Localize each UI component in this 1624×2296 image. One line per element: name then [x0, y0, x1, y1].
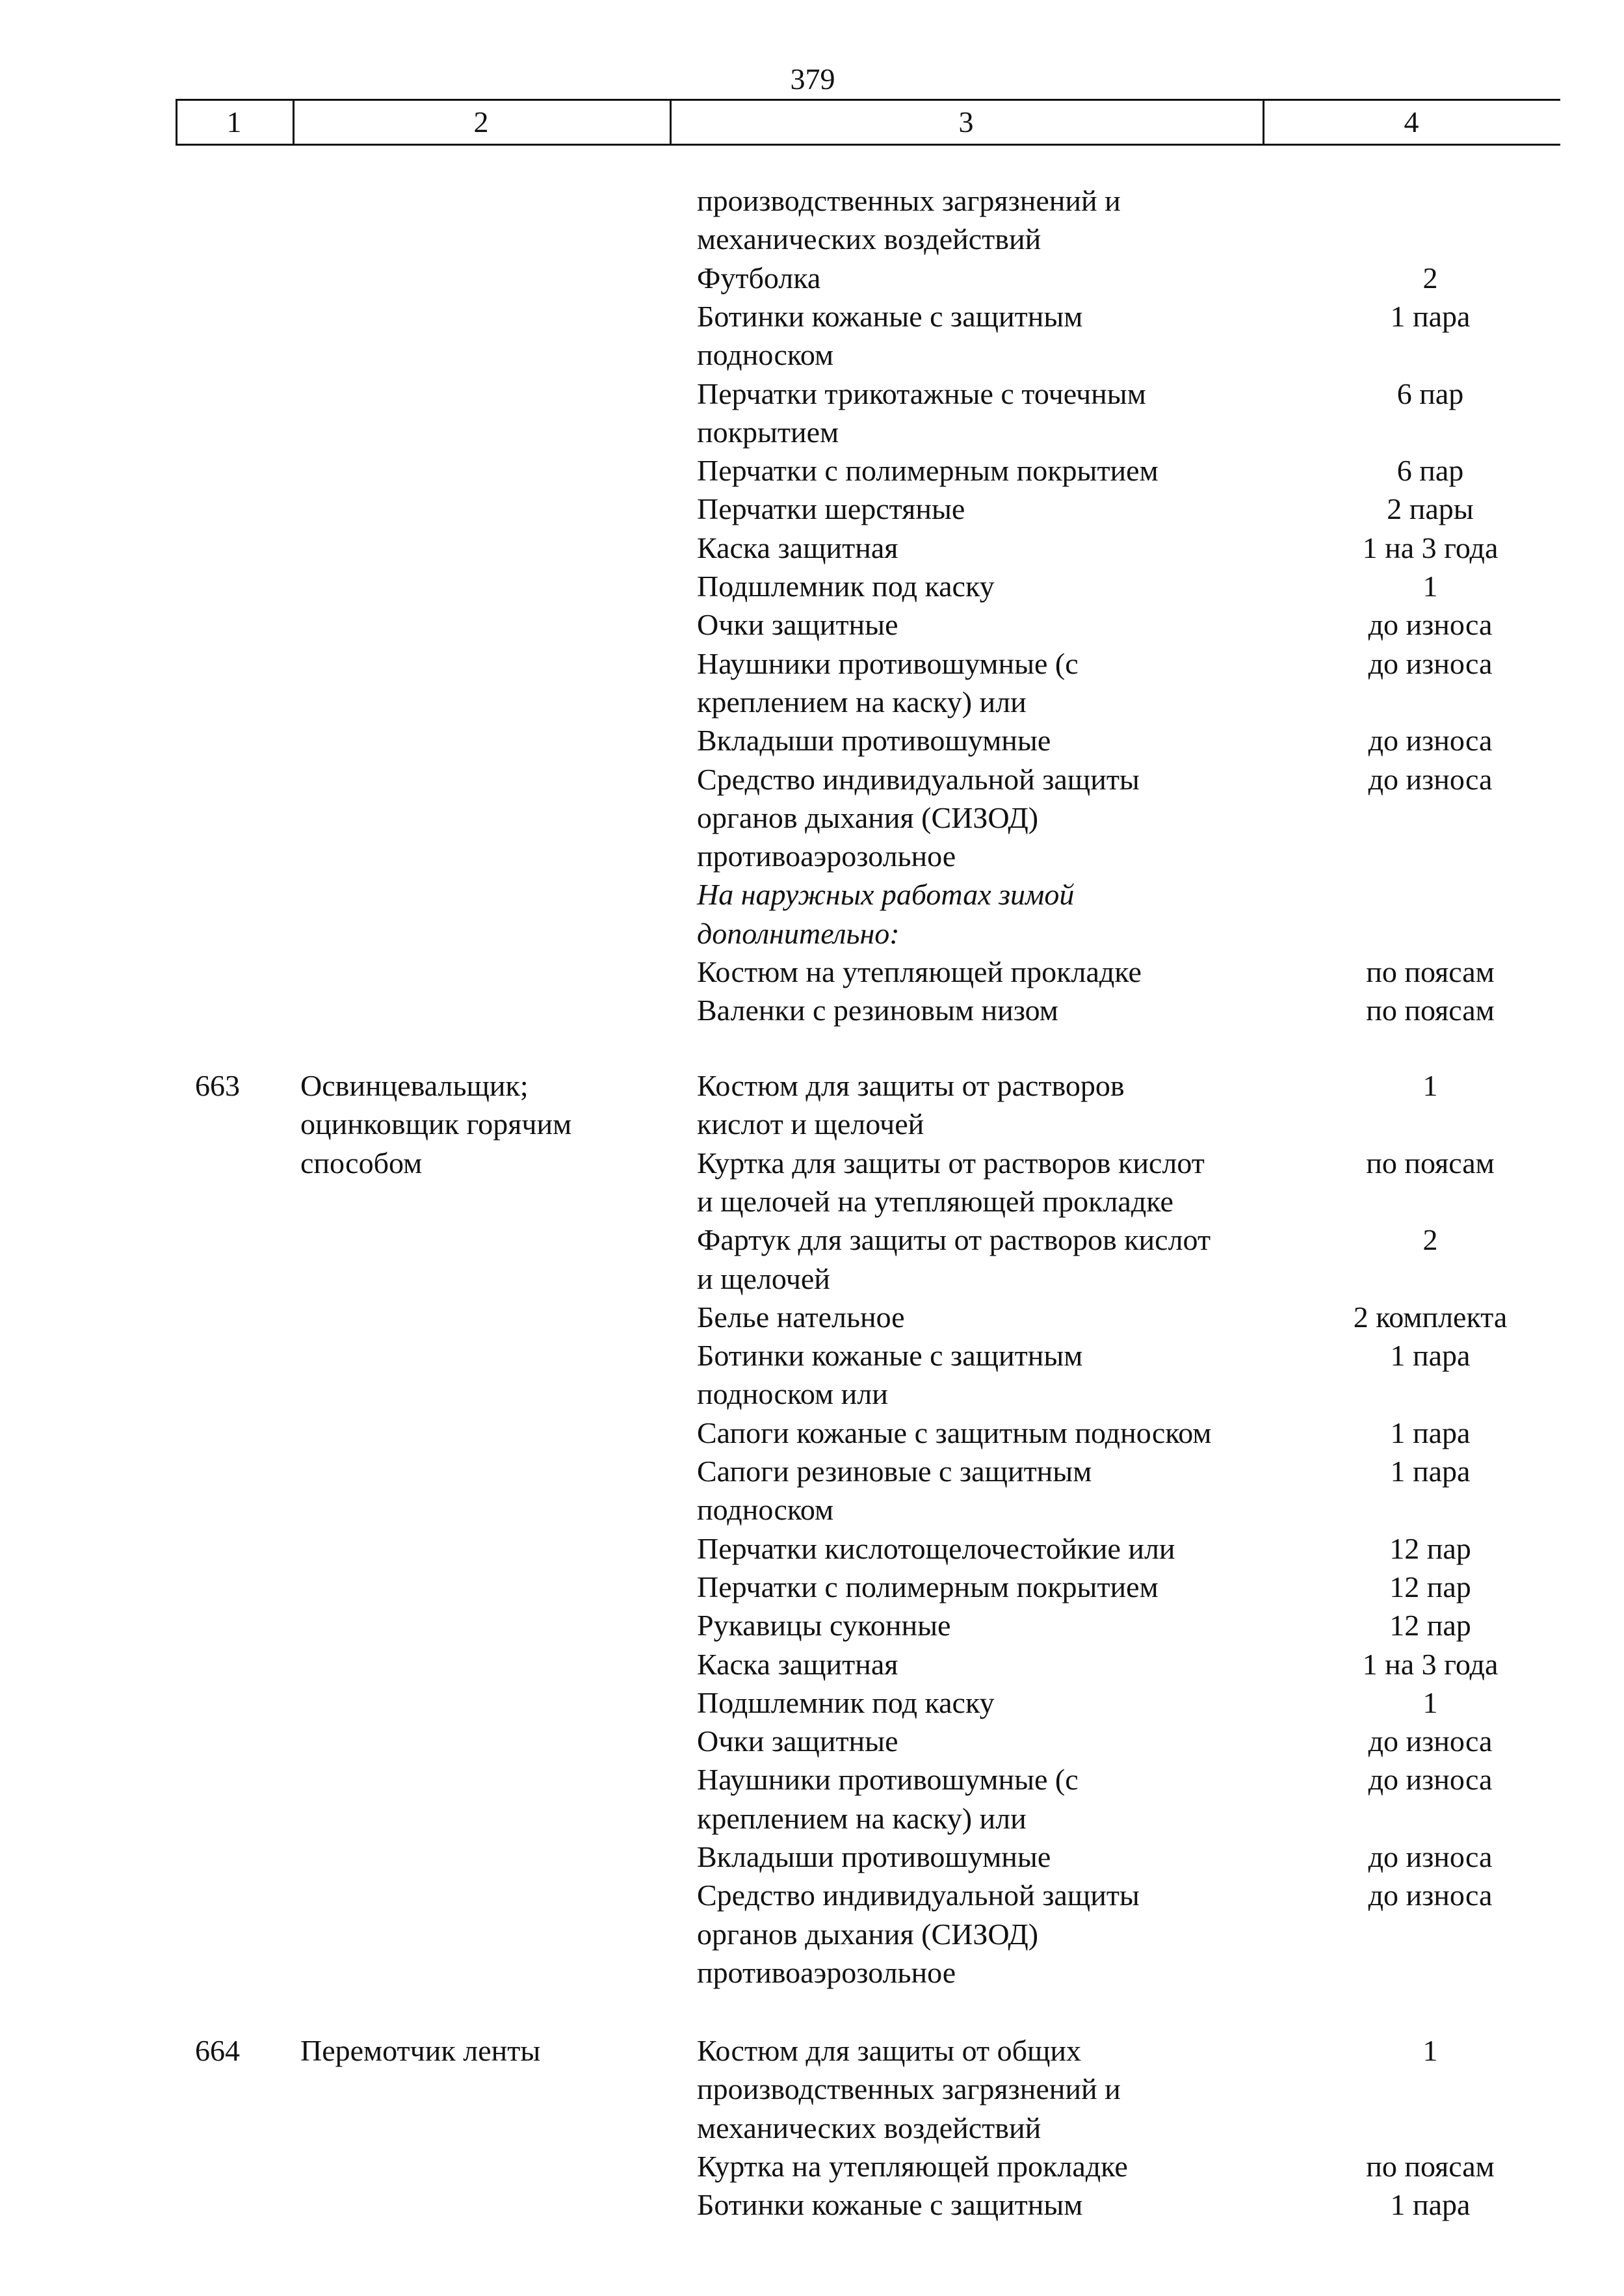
ppe-item-quantity: по поясам — [1366, 955, 1495, 988]
ppe-item-text: Куртка для защиты от растворов кислот — [697, 1146, 1205, 1180]
ppe-item-text: Подшлемник под каску — [697, 570, 995, 603]
ppe-item-text: Фартук для защиты от растворов кислот — [697, 1223, 1211, 1257]
header-col-4: 4 — [1404, 105, 1419, 139]
ppe-item-text: креплением на каску) или — [697, 1801, 1027, 1835]
ppe-item-text: Перчатки трикотажные с точечным — [697, 376, 1146, 410]
ppe-item-text: Очки защитные — [697, 608, 898, 642]
ppe-item-text: Перчатки шерстяные — [697, 492, 965, 526]
ppe-item-text: Ботинки кожаные с защитным — [697, 1339, 1083, 1373]
ppe-item-text: Перчатки с полимерным покрытием — [697, 1570, 1159, 1603]
ppe-item-quantity: 1 на 3 года — [1362, 1647, 1499, 1681]
ppe-item-text: Футболка — [697, 261, 821, 295]
ppe-item-quantity: 1 пара — [1390, 1416, 1471, 1449]
entry-number: 664 — [195, 2034, 240, 2067]
ppe-item-text: Рукавицы суконные — [697, 1609, 951, 1643]
ppe-item-quantity: 1 на 3 года — [1362, 531, 1499, 564]
profession-name: оцинковщик горячим — [300, 1107, 572, 1141]
ppe-item-text: Валенки с резиновым низом — [697, 994, 1058, 1027]
ppe-item-text: Вкладыши противошумные — [697, 1840, 1051, 1873]
ppe-item-text: Костюм на утепляющей прокладке — [697, 955, 1142, 988]
ppe-item-text: механических воздействий — [697, 222, 1041, 256]
ppe-item-text: покрытием — [697, 415, 839, 449]
ppe-item-text: Костюм для защиты от общих — [697, 2034, 1082, 2067]
profession-name: Перемотчик ленты — [300, 2034, 541, 2067]
ppe-item-text: Ботинки кожаные с защитным — [697, 2188, 1083, 2222]
ppe-item-text: производственных загрязнений и — [697, 2072, 1121, 2106]
ppe-item-text: Перчатки кислотощелочестойкие или — [697, 1531, 1175, 1565]
ppe-item-quantity: 12 пар — [1389, 1531, 1471, 1565]
ppe-item-quantity: 12 пар — [1389, 1609, 1471, 1643]
ppe-item-quantity: 2 — [1422, 261, 1438, 295]
ppe-item-quantity: до износа — [1368, 724, 1493, 758]
ppe-item-text: Каска защитная — [697, 1647, 898, 1681]
ppe-item-text: Перчатки с полимерным покрытием — [697, 454, 1159, 488]
ppe-item-text: Средство индивидуальной защиты — [697, 1879, 1140, 1912]
ppe-item-quantity: до износа — [1368, 1879, 1493, 1912]
ppe-item-text: Белье нательное — [697, 1300, 905, 1334]
ppe-item-quantity: по поясам — [1366, 994, 1495, 1027]
ppe-item-text: кислот и щелочей — [697, 1107, 924, 1141]
ppe-item-quantity: до износа — [1368, 1763, 1493, 1797]
ppe-item-quantity: 1 — [1422, 570, 1438, 603]
ppe-item-text: Вкладыши противошумные — [697, 724, 1051, 758]
ppe-item-quantity: 2 — [1422, 1223, 1438, 1257]
ppe-item-text: и щелочей на утепляющей прокладке — [697, 1184, 1173, 1218]
page-number: 379 — [790, 62, 835, 96]
ppe-item-text: Сапоги резиновые с защитным — [697, 1455, 1092, 1488]
ppe-item-quantity: 2 пары — [1387, 492, 1474, 526]
ppe-item-quantity: 6 пар — [1396, 454, 1464, 488]
ppe-item-text: дополнительно: — [697, 916, 900, 950]
ppe-item-quantity: до износа — [1368, 646, 1493, 680]
ppe-item-text: производственных загрязнений и — [697, 184, 1121, 217]
profession-name: способом — [300, 1146, 423, 1180]
ppe-item-quantity: 1 пара — [1390, 299, 1471, 333]
ppe-item-quantity: до износа — [1368, 1840, 1493, 1873]
ppe-item-text: Подшлемник под каску — [697, 1685, 995, 1719]
ppe-item-text: противоаэрозольное — [697, 1955, 956, 1989]
profession-name: Освинцевальщик; — [300, 1069, 529, 1102]
ppe-item-text: механических воздействий — [697, 2111, 1041, 2144]
ppe-item-text: Наушники противошумные (с — [697, 1763, 1079, 1797]
ppe-item-text: органов дыхания (СИЗОД) — [697, 1917, 1039, 1951]
ppe-item-quantity: до износа — [1368, 762, 1493, 796]
header-col-1: 1 — [226, 105, 242, 139]
ppe-item-quantity: 12 пар — [1389, 1570, 1471, 1603]
ppe-item-quantity: по поясам — [1366, 1146, 1495, 1180]
ppe-item-text: Наушники противошумные (с — [697, 646, 1079, 680]
ppe-item-text: Каска защитная — [697, 531, 898, 564]
ppe-item-text: Очки защитные — [697, 1724, 898, 1758]
ppe-item-text: подноском — [697, 1493, 834, 1527]
ppe-item-text: Куртка на утепляющей прокладке — [697, 2149, 1128, 2183]
ppe-item-text: Средство индивидуальной защиты — [697, 762, 1140, 796]
ppe-item-quantity: 1 пара — [1390, 1455, 1471, 1488]
ppe-item-quantity: 1 — [1422, 2034, 1438, 2067]
ppe-item-text: Сапоги кожаные с защитным подноском — [697, 1416, 1212, 1449]
ppe-item-text: подноском или — [697, 1377, 888, 1411]
ppe-item-quantity: 1 пара — [1390, 1339, 1471, 1373]
ppe-item-text: На наружных работах зимой — [697, 878, 1075, 912]
ppe-item-text: противоаэрозольное — [697, 839, 956, 873]
ppe-item-quantity: до износа — [1368, 1724, 1493, 1758]
ppe-item-text: и щелочей — [697, 1261, 830, 1295]
ppe-item-quantity: по поясам — [1366, 2149, 1495, 2183]
header-col-3: 3 — [958, 105, 974, 139]
entry-number: 663 — [195, 1069, 240, 1102]
ppe-item-quantity: 1 — [1422, 1685, 1438, 1719]
header-col-2: 2 — [473, 105, 489, 139]
ppe-item-text: Ботинки кожаные с защитным — [697, 299, 1083, 333]
ppe-item-quantity: 1 пара — [1390, 2188, 1471, 2222]
ppe-item-quantity: 6 пар — [1396, 376, 1464, 410]
ppe-item-quantity: 1 — [1422, 1069, 1438, 1102]
ppe-item-text: подноском — [697, 338, 834, 372]
ppe-item-text: креплением на каску) или — [697, 685, 1027, 719]
ppe-item-text: Костюм для защиты от растворов — [697, 1069, 1125, 1102]
ppe-item-text: органов дыхания (СИЗОД) — [697, 800, 1039, 834]
ppe-item-quantity: 2 комплекта — [1353, 1300, 1508, 1334]
ppe-item-quantity: до износа — [1368, 608, 1493, 642]
table-header-row — [176, 99, 1560, 146]
